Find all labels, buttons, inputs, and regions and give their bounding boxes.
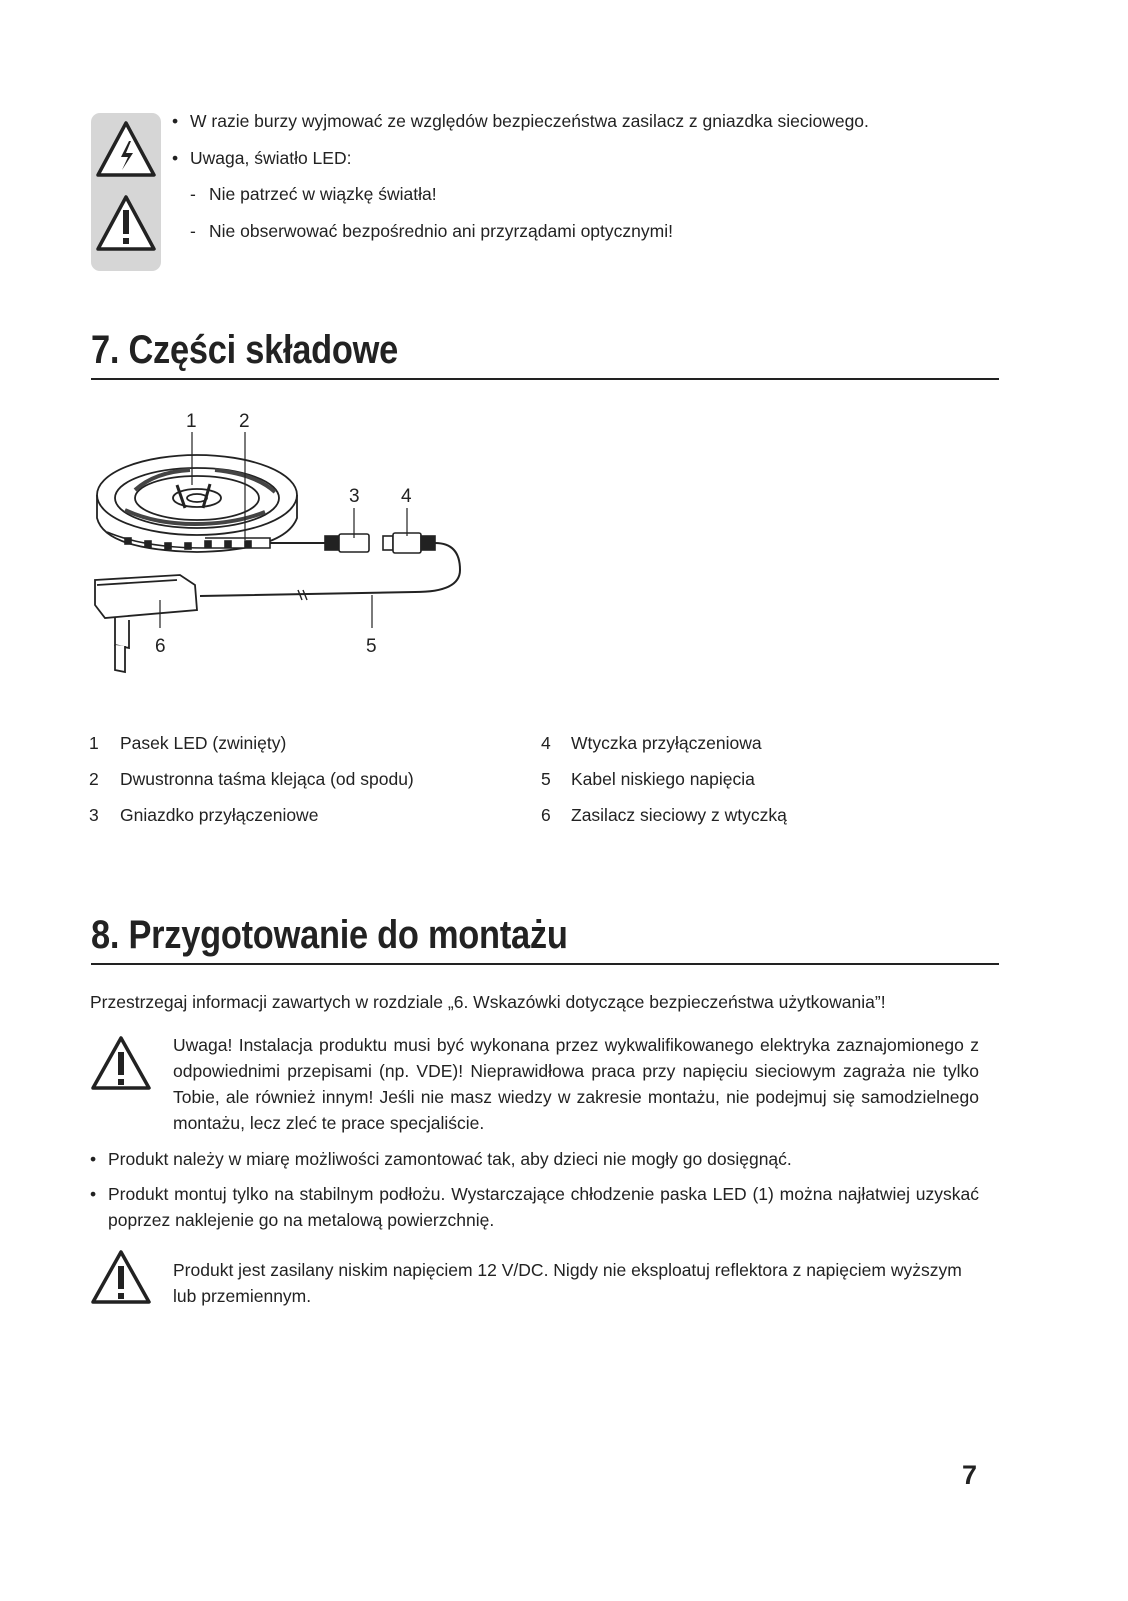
connection-socket-drawing	[325, 534, 369, 552]
safety-sub-note: Nie obserwować bezpośrednio ani przyrządami optycznymi!	[209, 221, 673, 241]
part-label: Gniazdko przyłączeniowe	[120, 805, 319, 825]
installation-warning: Uwaga! Instalacja produktu musi być wykonana przez wykwalifikowanego elektryka zaznajomionego z odpowiednimi przepisami (np. VDE)! Nieprawidłowa praca przy napięciu sieciowym zagraża nie tylko Tobie, ale również innym! Jeśli nie masz wiedzy w zakresie montażu, nie podejmuj się samodzielnego montażu, lecz zleć te prace specjaliście.	[173, 1035, 979, 1133]
callout-1: 1	[186, 411, 197, 432]
voltage-warning: Produkt jest zasilany niskim napięciem 12 V/DC. Nigdy nie eksploatuj reflektora z napięciem wyższym lub przemiennym.	[173, 1260, 962, 1306]
bullet-dot: •	[172, 148, 179, 168]
part-number: 1	[89, 733, 99, 753]
safety-note: Uwaga, światło LED:	[190, 148, 352, 168]
components-diagram	[85, 400, 485, 690]
part-label: Kabel niskiego napięcia	[571, 769, 755, 789]
page-number: 7	[962, 1460, 978, 1490]
caution-warning-icon	[89, 1248, 153, 1306]
callout-3: 3	[349, 486, 360, 507]
part-number: 3	[89, 805, 99, 825]
dash-marker: -	[190, 184, 196, 204]
mounting-note: Produkt należy w miarę możliwości zamontować tak, aby dzieci nie mogły go dosięgnąć.	[108, 1149, 792, 1169]
callout-2: 2	[239, 411, 250, 432]
caution-warning-icon	[89, 1034, 153, 1092]
bullet-dot: •	[90, 1149, 97, 1169]
part-number: 6	[541, 805, 551, 825]
dash-marker: -	[190, 221, 196, 241]
mounting-note: Produkt montuj tylko na stabilnym podłożu. Wystarczające chłodzenie paska LED (1) można najłatwiej uzyskać poprzez naklejenie go na metalową powierzchnię.	[108, 1184, 979, 1230]
callout-6: 6	[155, 636, 166, 657]
callout-5: 5	[366, 636, 377, 657]
power-adapter-drawing	[95, 575, 197, 672]
part-label: Pasek LED (zwinięty)	[120, 733, 287, 753]
caution-warning-icon	[91, 113, 161, 271]
heading-rule	[91, 963, 999, 965]
section-heading: 7. Części składowe	[91, 328, 399, 372]
part-label: Wtyczka przyłączeniowa	[571, 733, 762, 753]
part-label: Dwustronna taśma klejąca (od spodu)	[120, 769, 414, 789]
safety-sub-note: Nie patrzeć w wiązkę światła!	[209, 184, 437, 204]
safety-note: W razie burzy wyjmować ze względów bezpieczeństwa zasilacz z gniazdka sieciowego.	[190, 111, 869, 131]
bullet-dot: •	[172, 111, 179, 131]
part-label: Zasilacz sieciowy z wtyczką	[571, 805, 787, 825]
bullet-dot: •	[90, 1184, 97, 1204]
part-number: 5	[541, 769, 551, 789]
part-number: 4	[541, 733, 551, 753]
heading-rule	[91, 378, 999, 380]
part-number: 2	[89, 769, 99, 789]
warning-icon-panel	[91, 113, 161, 271]
callout-4: 4	[401, 486, 412, 507]
connection-plug-drawing	[383, 533, 435, 553]
section-heading: 8. Przygotowanie do montażu	[91, 913, 568, 957]
section-intro: Przestrzegaj informacji zawartych w rozdziale „6. Wskazówki dotyczące bezpieczeństwa użytkowania”!	[90, 992, 886, 1012]
